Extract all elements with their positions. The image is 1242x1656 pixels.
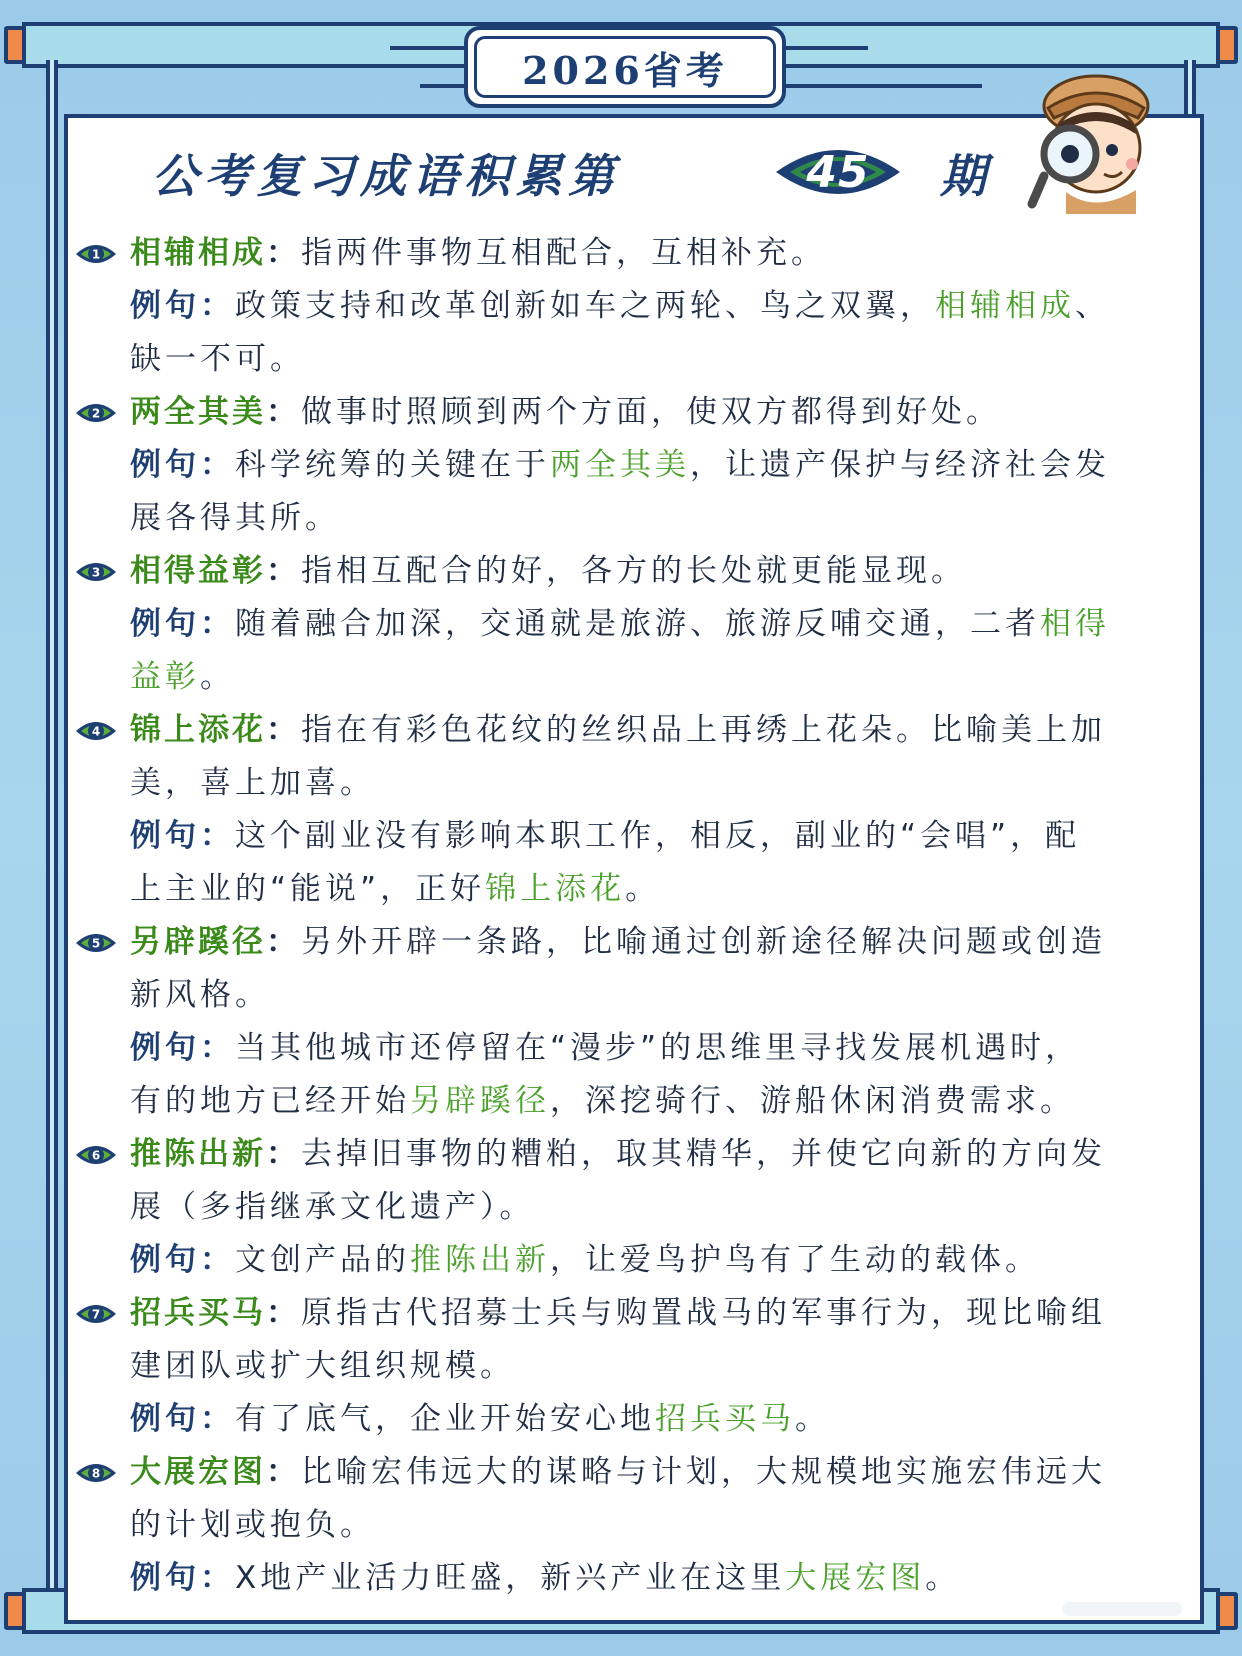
- idiom-highlight: 锦上添花: [485, 871, 626, 907]
- entry-number: 3: [91, 565, 101, 580]
- body-text: 政策支持和改革创新如车之两轮、鸟之双翼，: [235, 288, 935, 324]
- body-text: 指在有彩色花纹的丝织品上再绣上花朵。比喻美上加: [301, 712, 1106, 748]
- example-label: 例句：: [130, 1030, 235, 1066]
- body-text: 去掉旧事物的糟粕，取其精华，并使它向新的方向发: [301, 1136, 1106, 1172]
- body-text: 的计划或抱负。: [130, 1507, 375, 1543]
- top-left-knob: [4, 26, 26, 64]
- text-line: [74, 1340, 1184, 1393]
- body-text: 。: [625, 871, 661, 907]
- text-line: [74, 1181, 1184, 1234]
- deco-line: [786, 84, 982, 88]
- text-line: [74, 1499, 1184, 1552]
- text-line: [74, 333, 1184, 386]
- body-text: 展各得其所。: [130, 500, 340, 536]
- text-line: [74, 1287, 1184, 1340]
- text-line: [74, 386, 1184, 439]
- body-text: 指两件事物互相配合，互相补充。: [301, 235, 826, 271]
- numbered-eye-icon: [74, 1141, 118, 1169]
- text-line: [74, 863, 1184, 916]
- body-text: 、: [1075, 288, 1110, 324]
- text-line: [74, 1552, 1184, 1605]
- numbered-eye-icon: [74, 717, 118, 745]
- year-badge-label: 2026省考: [474, 36, 776, 98]
- body-text: 原指古代招募士兵与购置战马的军事行为，现比喻组: [301, 1295, 1106, 1331]
- entry-number: 6: [91, 1148, 101, 1163]
- body-text: X地产业活力旺盛，新兴产业在这里: [235, 1560, 786, 1596]
- body-text: 。: [795, 1401, 830, 1437]
- term-colon: ：: [266, 394, 301, 430]
- idiom-entry: [74, 1287, 1184, 1446]
- example-label: 例句：: [130, 1242, 235, 1278]
- entry-number: 7: [91, 1307, 101, 1322]
- idiom-highlight: 两全其美: [550, 447, 690, 483]
- body-text: 。: [925, 1560, 961, 1596]
- text-line: [74, 757, 1184, 810]
- body-text: ，让遗产保护与经济社会发: [690, 447, 1110, 483]
- term-colon: ：: [266, 1454, 301, 1490]
- text-line: [74, 545, 1184, 598]
- left-rail: [46, 60, 58, 1600]
- idiom-term: 锦上添花: [130, 712, 266, 748]
- idiom-entry: [74, 545, 1184, 704]
- numbered-eye-icon: [74, 240, 118, 268]
- body-text: 比喻宏伟远大的谋略与计划，大规模地实施宏伟远大: [301, 1454, 1106, 1490]
- term-colon: ：: [266, 553, 301, 589]
- text-line: [74, 810, 1184, 863]
- idiom-list: [74, 227, 1184, 1605]
- idiom-term: 相辅相成: [130, 235, 266, 271]
- idiom-highlight: 相辅相成: [935, 288, 1075, 324]
- idiom-term: 两全其美: [130, 394, 266, 430]
- bottom-left-knob: [4, 1592, 26, 1630]
- body-text: 上主业的“能说”，正好: [130, 871, 486, 907]
- text-line: [74, 969, 1184, 1022]
- example-label: 例句：: [130, 606, 235, 642]
- idiom-highlight: 另辟蹊径: [410, 1083, 550, 1119]
- idiom-entry: [74, 1446, 1184, 1605]
- body-text: 科学统筹的关键在于: [235, 447, 550, 483]
- text-line: [74, 598, 1184, 651]
- idiom-term: 相得益彰: [130, 553, 266, 589]
- numbered-eye-icon: [74, 1300, 118, 1328]
- term-colon: ：: [266, 712, 301, 748]
- issue-number: 45: [806, 146, 870, 198]
- term-colon: ：: [266, 924, 301, 960]
- idiom-entry: [74, 704, 1184, 916]
- body-text: ，深挖骑行、游船休闲消费需求。: [550, 1083, 1075, 1119]
- example-label: 例句：: [130, 288, 235, 324]
- term-colon: ：: [266, 1136, 301, 1172]
- body-text: 有的地方已经开始: [130, 1083, 410, 1119]
- body-text: 。: [200, 659, 235, 695]
- body-text: 展（多指继承文化遗产）。: [130, 1189, 535, 1225]
- text-line: [74, 916, 1184, 969]
- text-line: [74, 439, 1184, 492]
- entry-number: 8: [91, 1466, 101, 1481]
- numbered-eye-icon: [74, 1459, 118, 1487]
- top-right-knob: [1216, 26, 1238, 64]
- example-label: 例句：: [130, 818, 235, 854]
- text-line: [74, 280, 1184, 333]
- idiom-highlight: 推陈出新: [410, 1242, 550, 1278]
- body-text: 新风格。: [130, 977, 270, 1013]
- idiom-entry: [74, 386, 1184, 545]
- numbered-eye-icon: [74, 399, 118, 427]
- entry-number: 2: [91, 406, 101, 421]
- body-text: 缺一不可。: [130, 341, 305, 377]
- text-line: [74, 651, 1184, 704]
- deco-line: [420, 84, 464, 88]
- text-line: [74, 1128, 1184, 1181]
- issue-badge: [772, 138, 904, 206]
- numbered-eye-icon: [74, 929, 118, 957]
- text-line: [74, 1234, 1184, 1287]
- idiom-highlight: 益彰: [130, 659, 200, 695]
- year-badge: [464, 26, 786, 108]
- detective-mascot-icon: [1026, 64, 1158, 214]
- body-text: 指相互配合的好，各方的长处就更能显现。: [301, 553, 966, 589]
- text-line: [74, 704, 1184, 757]
- idiom-entry: [74, 916, 1184, 1128]
- idiom-term: 大展宏图: [130, 1454, 266, 1490]
- idiom-highlight: 招兵买马: [655, 1401, 795, 1437]
- example-label: 例句：: [130, 1401, 235, 1437]
- body-text: 这个副业没有影响本职工作，相反，副业的“会唱”，配: [235, 818, 1081, 854]
- idiom-term: 招兵买马: [130, 1295, 266, 1331]
- body-text: ，让爱鸟护鸟有了生动的载体。: [550, 1242, 1040, 1278]
- idiom-term: 另辟蹊径: [130, 924, 266, 960]
- idiom-highlight: 相得: [1040, 606, 1110, 642]
- idiom-term: 推陈出新: [130, 1136, 266, 1172]
- text-line: [74, 1446, 1184, 1499]
- text-line: [74, 1075, 1184, 1128]
- watermark-bar: [1062, 1602, 1182, 1616]
- text-line: [74, 1393, 1184, 1446]
- body-text: 另外开辟一条路，比喻通过创新途径解决问题或创造: [301, 924, 1106, 960]
- body-text: 当其他城市还停留在“漫步”的思维里寻找发展机遇时，: [235, 1030, 1081, 1066]
- idiom-highlight: 大展宏图: [785, 1560, 926, 1596]
- body-text: 有了底气，企业开始安心地: [235, 1401, 655, 1437]
- text-line: [74, 492, 1184, 545]
- bottom-right-knob: [1216, 1592, 1238, 1630]
- body-text: 随着融合加深，交通就是旅游、旅游反哺交通，二者: [235, 606, 1040, 642]
- body-text: 文创产品的: [235, 1242, 410, 1278]
- example-label: 例句：: [130, 1560, 235, 1596]
- text-line: [74, 227, 1184, 280]
- numbered-eye-icon: [74, 558, 118, 586]
- idiom-entry: [74, 227, 1184, 386]
- idiom-entry: [74, 1128, 1184, 1287]
- entry-number: 4: [91, 724, 101, 739]
- entry-number: 5: [91, 936, 101, 951]
- deco-line: [786, 46, 868, 50]
- term-colon: ：: [266, 235, 301, 271]
- page-title: 公考复习成语积累第: [152, 149, 620, 203]
- text-line: [74, 1022, 1184, 1075]
- entry-number: 1: [91, 247, 101, 262]
- body-text: 美，喜上加喜。: [130, 765, 375, 801]
- body-text: 做事时照顾到两个方面，使双方都得到好处。: [301, 394, 1001, 430]
- term-colon: ：: [266, 1295, 301, 1331]
- page-title-suffix: 期: [940, 149, 992, 203]
- example-label: 例句：: [130, 447, 235, 483]
- body-text: 建团队或扩大组织规模。: [130, 1348, 515, 1384]
- deco-line: [390, 46, 464, 50]
